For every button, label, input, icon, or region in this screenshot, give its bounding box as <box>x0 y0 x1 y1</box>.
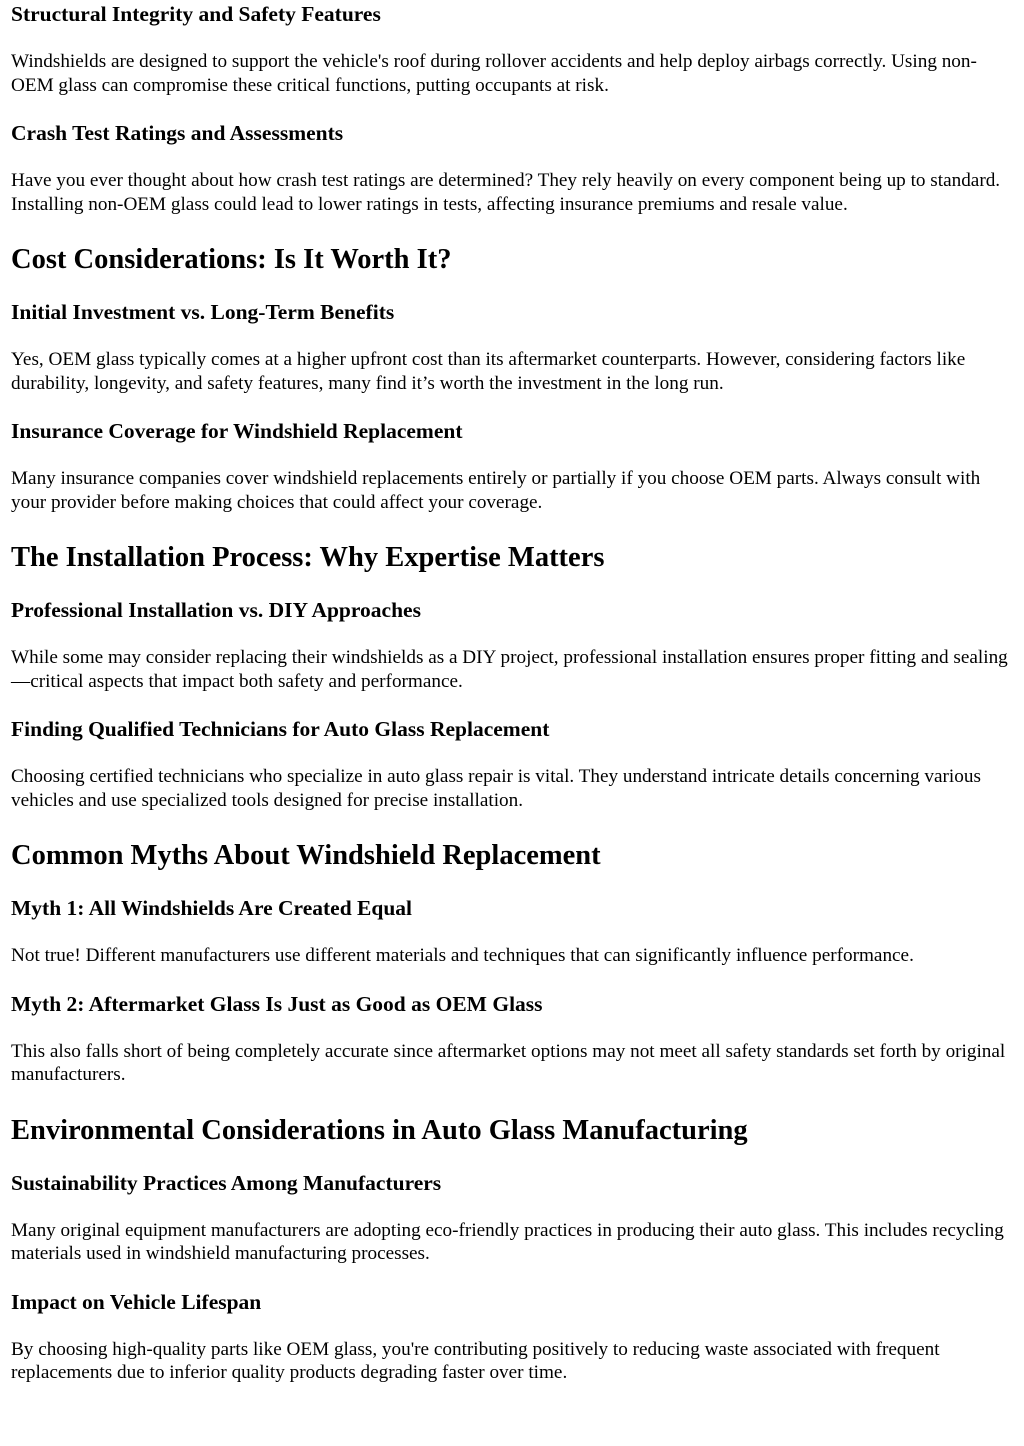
paragraph-sustainability-practices: Many original equipment manufacturers are adopting eco-friendly practices in producing their auto glass. This includes recycling materials used in windshield manufacturing processes. <box>11 1219 1004 1264</box>
paragraph-myth-2: This also falls short of being completely accurate since aftermarket options may not meet all safety standards set forth by original manufacturers. <box>11 1040 1006 1085</box>
paragraph-vehicle-lifespan: By choosing high-quality parts like OEM glass, you're contributing positively to reducing waste associated with frequent replacements due to inferior quality products degrading faster over time. <box>11 1338 940 1383</box>
paragraph-insurance-coverage: Many insurance companies cover windshield replacements entirely or partially if you choose OEM parts. Always consult with your provider before making choices that could affect your coverage. <box>11 468 981 513</box>
heading-vehicle-lifespan: Impact on Vehicle Lifespan <box>11 1289 262 1314</box>
heading-insurance-coverage: Insurance Coverage for Windshield Replacement <box>11 419 463 443</box>
heading-myth-1: Myth 1: All Windshields Are Created Equal <box>11 896 413 920</box>
paragraph-structural-integrity: Windshields are designed to support the vehicle's roof during rollover accidents and help deploy airbags correctly. Using non-OEM glass can compromise these critical functions, putting occupants at risk. <box>11 51 977 96</box>
paragraph-crash-test: Have you ever thought about how crash test ratings are determined? They rely heavily on every component being up to standard. Installing non-OEM glass could lead to lower ratings in tests, affecting insurance premiums and resale value. <box>11 170 1001 215</box>
heading-crash-test: Crash Test Ratings and Assessments <box>11 121 344 145</box>
heading-qualified-technicians: Finding Qualified Technicians for Auto Glass Replacement <box>11 717 550 741</box>
paragraph-initial-investment: Yes, OEM glass typically comes at a higher upfront cost than its aftermarket counterparts. However, considering factors like durability, longevity, and safety features, many find it’s worth the investment in the long run. <box>11 349 966 394</box>
heading-professional-installation: Professional Installation vs. DIY Approaches <box>11 598 421 622</box>
heading-installation-process: The Installation Process: Why Expertise Matters <box>11 542 605 573</box>
heading-sustainability-practices: Sustainability Practices Among Manufacturers <box>11 1170 442 1195</box>
heading-initial-investment: Initial Investment vs. Long-Term Benefits <box>11 300 395 324</box>
paragraph-qualified-technicians: Choosing certified technicians who specialize in auto glass repair is vital. They understand intricate details concerning various vehicles and use specialized tools designed for precise installation. <box>11 766 981 811</box>
heading-environmental-considerations: Environmental Considerations in Auto Glass Manufacturing <box>11 1114 748 1146</box>
heading-structural-integrity: Structural Integrity and Safety Features <box>11 2 381 26</box>
paragraph-professional-installation: While some may consider replacing their windshields as a DIY project, professional installation ensures proper fitting and sealing—critical aspects that impact both safety and performance. <box>11 647 1008 692</box>
heading-common-myths: Common Myths About Windshield Replacement <box>11 840 601 871</box>
paragraph-myth-1: Not true! Different manufacturers use different materials and techniques that can significantly influence performance. <box>11 945 914 966</box>
heading-myth-2: Myth 2: Aftermarket Glass Is Just as Good as OEM Glass <box>11 991 543 1016</box>
heading-cost-considerations: Cost Considerations: Is It Worth It? <box>11 244 452 275</box>
